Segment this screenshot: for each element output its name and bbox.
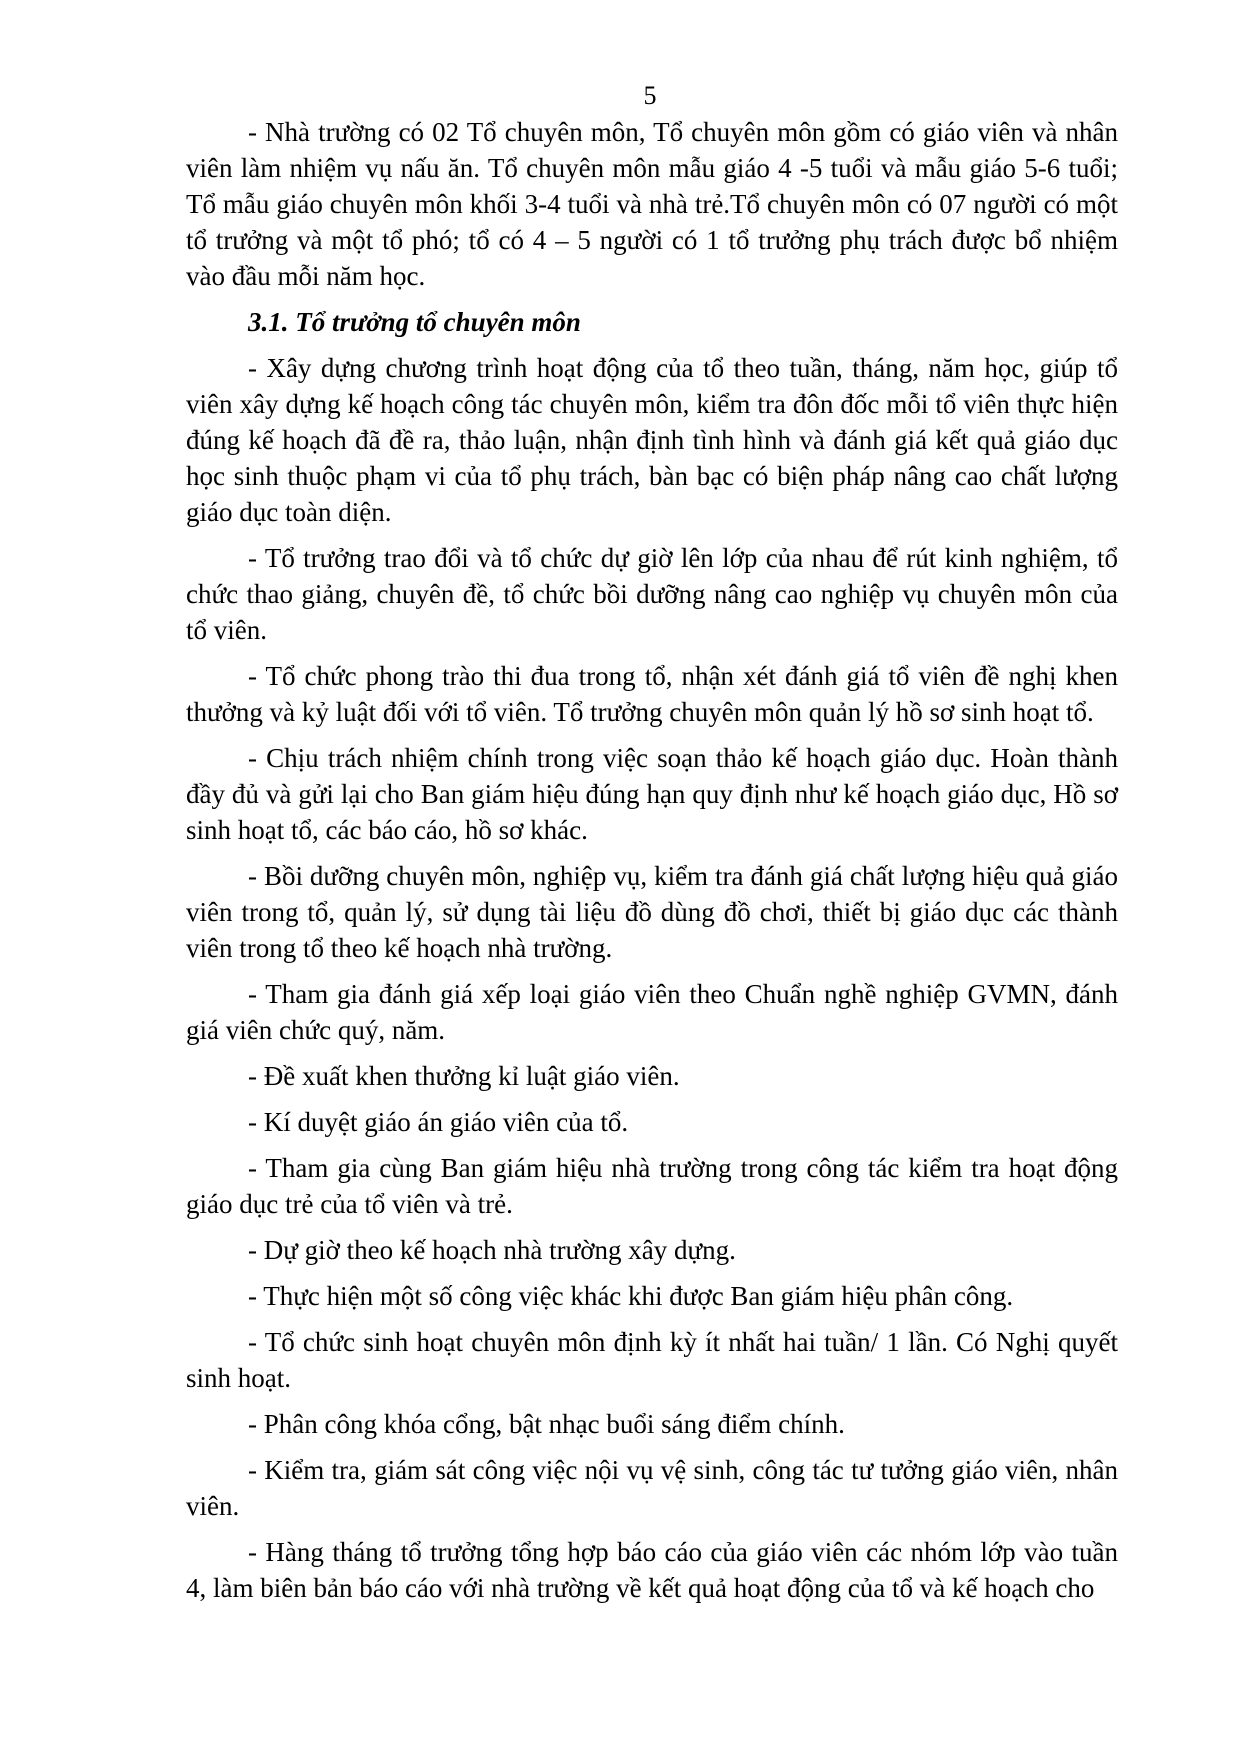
list-item: - Hàng tháng tổ trưởng tổng hợp báo cáo của giáo viên các nhóm lớp vào tuần 4, làm biên bản báo cáo với nhà trường về kết quả hoạt động của tổ và kế hoạch cho xyxy=(186,1537,1118,1603)
section-heading: 3.1. Tổ trưởng tổ chuyên môn xyxy=(248,307,581,337)
page-number: 5 xyxy=(643,81,657,110)
document-body xyxy=(186,114,1118,1616)
list-item: - Tổ trưởng trao đổi và tổ chức dự giờ lên lớp của nhau để rút kinh nghiệm, tổ chức thao giảng, chuyên đề, tổ chức bồi dưỡng nâng cao nghiệp vụ chuyên môn của tổ viên. xyxy=(186,543,1118,645)
list-item: - Kí duyệt giáo án giáo viên của tổ. xyxy=(248,1107,629,1137)
list-item: - Tham gia đánh giá xếp loại giáo viên theo Chuẩn nghề nghiệp GVMN, đánh giá viên chức quý, năm. xyxy=(186,979,1118,1045)
list-item: - Dự giờ theo kế hoạch nhà trường xây dựng. xyxy=(248,1235,736,1265)
intro-paragraph: - Nhà trường có 02 Tổ chuyên môn, Tổ chuyên môn gồm có giáo viên và nhân viên làm nhiệm vụ nấu ăn. Tổ chuyên môn mẫu giáo 4 -5 tuổi và mẫu giáo 5-6 tuổi; Tổ mẫu giáo chuyên môn khối 3-4 tuổi và nhà trẻ.Tổ chuyên môn có 07 người có một tổ trưởng và một tổ phó; tổ có 4 – 5 người có 1 tổ trưởng phụ trách được bổ nhiệm vào đầu mỗi năm học. xyxy=(186,117,1118,291)
list-item: - Xây dựng chương trình hoạt động của tổ theo tuần, tháng, năm học, giúp tổ viên xây dựng kế hoạch công tác chuyên môn, kiểm tra đôn đốc mỗi tổ viên thực hiện đúng kế hoạch đã đề ra, thảo luận, nhận định tình hình và đánh giá kết quả giáo dục học sinh thuộc phạm vi của tổ phụ trách, bàn bạc có biện pháp nâng cao chất lượng giáo dục toàn diện. xyxy=(186,353,1118,527)
list-item: - Bồi dưỡng chuyên môn, nghiệp vụ, kiểm tra đánh giá chất lượng hiệu quả giáo viên trong tổ, quản lý, sử dụng tài liệu đồ dùng đồ chơi, thiết bị giáo dục các thành viên trong tổ theo kế hoạch nhà trường. xyxy=(186,861,1118,963)
list-item: - Phân công khóa cổng, bật nhạc buổi sáng điểm chính. xyxy=(248,1409,845,1439)
list-item: - Tổ chức phong trào thi đua trong tổ, nhận xét đánh giá tổ viên đề nghị khen thưởng và kỷ luật đối với tổ viên. Tổ trưởng chuyên môn quản lý hồ sơ sinh hoạt tổ. xyxy=(186,661,1118,727)
list-item: - Đề xuất khen thưởng kỉ luật giáo viên. xyxy=(248,1061,680,1091)
list-item: - Kiểm tra, giám sát công việc nội vụ vệ sinh, công tác tư tưởng giáo viên, nhân viên. xyxy=(186,1455,1118,1521)
list-item: - Tổ chức sinh hoạt chuyên môn định kỳ ít nhất hai tuần/ 1 lần. Có Nghị quyết sinh hoạt. xyxy=(186,1327,1118,1393)
list-item: - Thực hiện một số công việc khác khi được Ban giám hiệu phân công. xyxy=(248,1281,1014,1311)
list-item: - Chịu trách nhiệm chính trong việc soạn thảo kế hoạch giáo dục. Hoàn thành đầy đủ và gửi lại cho Ban giám hiệu đúng hạn quy định như kế hoạch giáo dục, Hồ sơ sinh hoạt tổ, các báo cáo, hồ sơ khác. xyxy=(186,743,1118,845)
list-item: - Tham gia cùng Ban giám hiệu nhà trường trong công tác kiểm tra hoạt động giáo dục trẻ của tổ viên và trẻ. xyxy=(186,1153,1118,1219)
